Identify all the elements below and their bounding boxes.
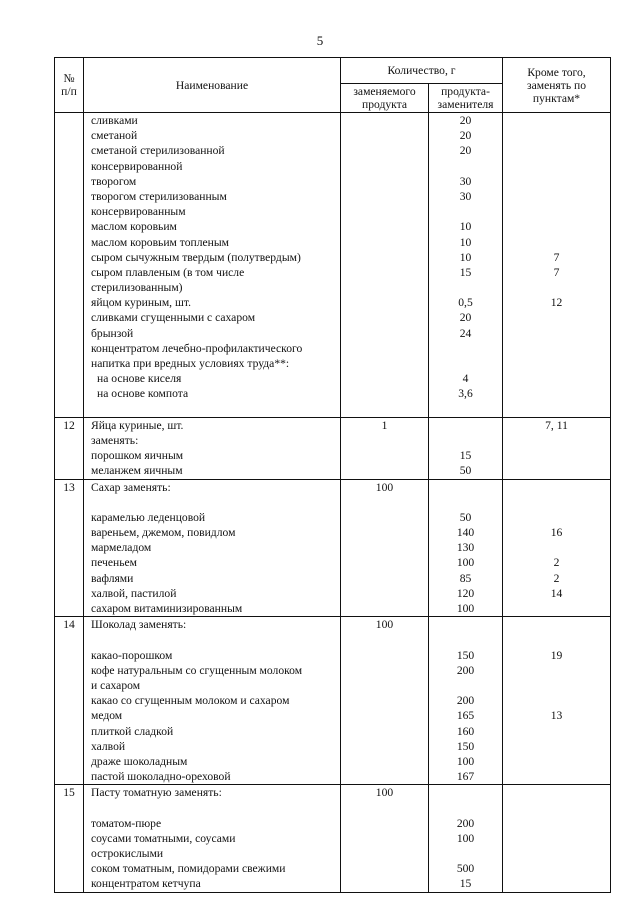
table-section-row [55,479,611,617]
substitute-quantity [429,356,502,371]
substitute-quantity: 24 [459,326,472,340]
replaced-quantity [341,280,428,295]
item-name: карамелью леденцовой [91,510,206,524]
item-name: концентратом кетчупа [91,877,201,891]
replaced-quantity [341,310,428,325]
substitute-quantity: 20 [459,144,472,158]
replaced-quantity [341,265,428,280]
section-number: 13 [55,479,84,617]
replaced-quantity [341,754,428,769]
replaced-quantity-column [341,617,429,785]
extra-points: 2 [553,556,560,570]
item-name: яйцом куриным, шт. [91,296,191,310]
extra-points [503,204,610,219]
substitute-quantity: 20 [459,311,472,325]
substitute-quantity [429,159,502,174]
substitute-quantity [429,402,502,417]
replaced-quantity [341,235,428,250]
header-replaced-line2: продукта [362,98,407,111]
substitute-quantity-column [429,479,503,617]
extra-points [503,235,610,250]
replaced-quantity [341,861,428,876]
extra-points [503,663,610,678]
substitute-quantity [429,204,502,219]
substitute-quantity: 20 [459,114,472,127]
substitute-quantity [429,433,502,448]
extra-points: 19 [550,648,563,662]
substitute-quantity: 100 [456,602,475,615]
substitute-quantity [429,418,502,433]
extra-points [503,540,610,555]
extra-points: 14 [550,586,563,600]
extra-points [503,739,610,754]
replaced-quantity [341,739,428,754]
item-name: на основе компота [97,387,189,401]
substitute-quantity: 130 [456,541,475,555]
substitute-quantity: 150 [456,648,475,662]
replaced-quantity [341,204,428,219]
replaced-quantity [341,632,428,647]
item-name: сливками [91,114,138,127]
replaced-quantity [341,708,428,723]
replaced-quantity [341,356,428,371]
replaced-quantity-column [341,113,429,418]
extra-points [503,448,610,463]
extra-points [503,174,610,189]
item-name: кофе натуральным со сгущенным молоком [91,663,303,677]
replaced-quantity [341,174,428,189]
extra-points [503,326,610,341]
item-name: халвой, пастилой [91,586,177,600]
item-name: соком томатным, помидорами свежими [91,862,286,876]
extra-points [503,495,610,510]
substitute-quantity: 500 [456,862,475,876]
item-name-column [84,785,341,892]
replaced-quantity [341,386,428,401]
replaced-quantity [341,678,428,693]
header-number [55,58,84,113]
item-name: острокислыми [91,847,164,860]
extra-points [503,280,610,295]
replaced-quantity [341,876,428,891]
extra-points-column [503,785,611,892]
substitute-quantity: 167 [456,770,475,784]
item-name: драже шоколадным [91,754,188,768]
item-name-column [84,417,341,479]
table-section-row [55,113,611,418]
extra-points [503,816,610,831]
table-body [55,113,611,893]
substitute-quantity: 100 [456,831,475,845]
item-name: халвой [91,739,126,753]
substitute-quantity: 160 [456,724,475,738]
table-section-row [55,417,611,479]
substitute-quantity: 140 [456,526,475,540]
item-name: сыром плавленым (в том числе [91,265,245,279]
substitute-quantity: 15 [459,877,472,891]
substitute-quantity: 0,5 [458,296,473,310]
extra-points: 7 [553,265,560,279]
extra-points [503,143,610,158]
header-extra [503,58,611,113]
substitute-quantity: 200 [456,816,475,830]
extra-points [503,189,610,204]
extra-points: 12 [550,296,563,310]
item-name: Шоколад заменять: [91,618,187,632]
extra-points-column [503,617,611,785]
item-name: меланжем яичным [91,464,183,478]
extra-points-column [503,479,611,617]
replaced-quantity [341,601,428,616]
substitute-quantity-column [429,617,503,785]
extra-points [503,769,610,784]
extra-points: 7 [553,250,560,264]
item-name: сахаром витаминизированным [91,602,243,615]
replaced-quantity [341,831,428,846]
replaced-quantity [341,402,428,417]
extra-points [503,632,610,647]
replaced-quantity-column [341,785,429,892]
replaced-quantity [341,540,428,555]
item-name: соусами томатными, соусами [91,831,236,845]
item-name: пастой шоколадно-ореховой [91,770,231,784]
extra-points [503,800,610,815]
extra-points [503,341,610,356]
replaced-quantity [341,189,428,204]
header-extra-line1: Кроме того, [527,65,586,79]
substitute-quantity [429,846,502,861]
replaced-quantity-column [341,417,429,479]
header-number-line1: № [63,72,75,85]
replaced-quantity [341,326,428,341]
replaced-quantity [341,159,428,174]
item-name: консервированным [91,205,186,219]
extra-points [503,510,610,525]
replaced-quantity [341,113,428,128]
table-section-row [55,617,611,785]
replaced-quantity [341,128,428,143]
substitute-quantity: 10 [459,220,472,234]
header-extra-line2: заменять по [527,78,587,92]
substitute-quantity: 4 [462,372,469,386]
item-name: какао-порошком [91,648,173,662]
extra-points [503,463,610,478]
item-name [91,402,340,417]
replaced-quantity [341,295,428,310]
item-name: сметаной [91,129,138,143]
extra-points [503,371,610,386]
header-name: Наименование [84,58,341,113]
replaced-quantity: 100 [375,618,394,632]
replaced-quantity [341,846,428,861]
replaced-quantity: 1 [381,418,388,432]
item-name: какао со сгущенным молоком и сахаром [91,694,290,708]
item-name: творогом стерилизованным [91,189,227,203]
item-name: томатом-пюре [91,816,162,830]
substitute-quantity [429,785,502,800]
section-number: 14 [55,617,84,785]
substitute-quantity-column [429,417,503,479]
replaced-quantity [341,555,428,570]
substitute-quantity [429,632,502,647]
replaced-quantity [341,693,428,708]
item-name: заменять: [91,433,139,447]
section-number: 15 [55,785,84,892]
item-name: творогом [91,174,137,188]
item-name: Сахар заменять: [91,480,171,494]
substitute-quantity: 3,6 [458,387,473,401]
item-name: вареньем, джемом, повидлом [91,526,236,540]
substitute-quantity: 150 [456,739,475,753]
header-substitute [429,84,503,113]
substitute-quantity: 30 [459,189,472,203]
item-name: сметаной стерилизованной [91,144,225,158]
extra-points [503,480,610,495]
item-name [91,495,340,510]
replaced-quantity: 100 [375,480,394,494]
replaced-quantity [341,143,428,158]
extra-points-column [503,417,611,479]
header-replaced [341,84,429,113]
header-substitute-line1: продукта- [441,85,490,98]
substitute-quantity: 200 [456,663,475,677]
item-name: маслом коровьим топленым [91,235,229,249]
substitute-quantity: 10 [459,235,472,249]
table-section-row [55,785,611,892]
extra-points [503,785,610,800]
replaced-quantity [341,663,428,678]
extra-points: 7, 11 [545,418,568,432]
extra-points-column [503,113,611,418]
extra-points [503,846,610,861]
substitute-quantity: 100 [456,556,475,570]
item-name: медом [91,709,123,723]
item-name-column [84,479,341,617]
extra-points [503,601,610,616]
item-name: на основе киселя [97,372,182,386]
substitute-quantity-column [429,785,503,892]
header-replaced-line1: заменяемого [353,85,416,98]
substitute-quantity: 50 [459,510,472,524]
extra-points [503,113,610,128]
replaced-quantity [341,525,428,540]
substitute-quantity: 15 [459,265,472,279]
replaced-quantity [341,648,428,663]
item-name: сливками сгущенными с сахаром [91,311,256,325]
substitute-quantity: 50 [459,464,472,478]
extra-points [503,386,610,401]
extra-points [503,310,610,325]
extra-points: 2 [553,571,560,585]
replaced-quantity: 100 [375,786,394,800]
item-name-column [84,617,341,785]
item-name: мармеладом [91,541,152,555]
item-name: концентратом лечебно-профилактического [91,341,303,355]
extra-points [503,678,610,693]
item-name: маслом коровьим [91,220,177,234]
replaced-quantity [341,800,428,815]
header-substitute-line2: заменителя [437,98,494,111]
substitute-quantity: 165 [456,709,475,723]
substitute-quantity: 200 [456,694,475,708]
header-extra-line3: пунктам* [532,91,581,105]
replaced-quantity [341,510,428,525]
substitute-quantity [429,800,502,815]
extra-points [503,128,610,143]
item-name: напитка при вредных условиях труда**: [91,357,290,370]
replaced-quantity [341,495,428,510]
extra-points [503,219,610,234]
replaced-quantity [341,724,428,739]
replaced-quantity-column [341,479,429,617]
substitute-quantity [429,495,502,510]
replaced-quantity [341,219,428,234]
item-name: сыром сычужным твердым (полутвердым) [91,250,301,264]
extra-points [503,693,610,708]
substitute-quantity [429,341,502,356]
extra-points [503,876,610,891]
substitute-quantity: 15 [459,449,472,463]
item-name: Яйца куриные, шт. [91,418,184,432]
item-name: стерилизованным) [91,281,183,295]
replaced-quantity [341,463,428,478]
item-name: порошком яичным [91,449,184,463]
extra-points: 13 [550,709,563,723]
extra-points [503,831,610,846]
replaced-quantity [341,448,428,463]
item-name: брынзой [91,326,134,340]
item-name-column [84,113,341,418]
replaced-quantity [341,371,428,386]
section-number [55,113,84,418]
extra-points [503,356,610,371]
extra-points: 16 [550,526,563,540]
substitute-quantity: 30 [459,174,472,188]
replaced-quantity [341,571,428,586]
header-quantity: Количество, г [341,58,503,84]
page-number: 5 [316,33,324,48]
substitute-quantity: 85 [459,571,472,585]
extra-points [503,617,610,632]
item-name: плиткой сладкой [91,724,174,738]
substitute-quantity [429,617,502,632]
item-name: печеньем [91,556,138,570]
substitute-quantity [429,280,502,295]
replaced-quantity [341,250,428,265]
replaced-quantity [341,341,428,356]
extra-points [503,861,610,876]
item-name [91,632,340,647]
extra-points [503,754,610,769]
item-name: и сахаром [91,678,141,692]
substitute-quantity: 10 [459,250,472,264]
item-name: вафлями [91,571,134,585]
substitute-quantity [429,480,502,495]
substitute-quantity: 20 [459,129,472,143]
header-number-line2: п/п [61,85,77,98]
substitute-quantity-column [429,113,503,418]
substitute-quantity: 100 [456,754,475,768]
item-name: Пасту томатную заменять: [91,786,222,800]
substitute-quantity [429,678,502,693]
substitution-table [54,57,611,893]
replaced-quantity [341,586,428,601]
substitute-quantity: 120 [456,586,475,600]
extra-points [503,724,610,739]
replaced-quantity [341,769,428,784]
extra-points [503,433,610,448]
section-number: 12 [55,417,84,479]
extra-points [503,159,610,174]
replaced-quantity [341,433,428,448]
replaced-quantity [341,816,428,831]
item-name: консервированной [91,159,183,173]
item-name [91,800,340,815]
extra-points [503,402,610,417]
